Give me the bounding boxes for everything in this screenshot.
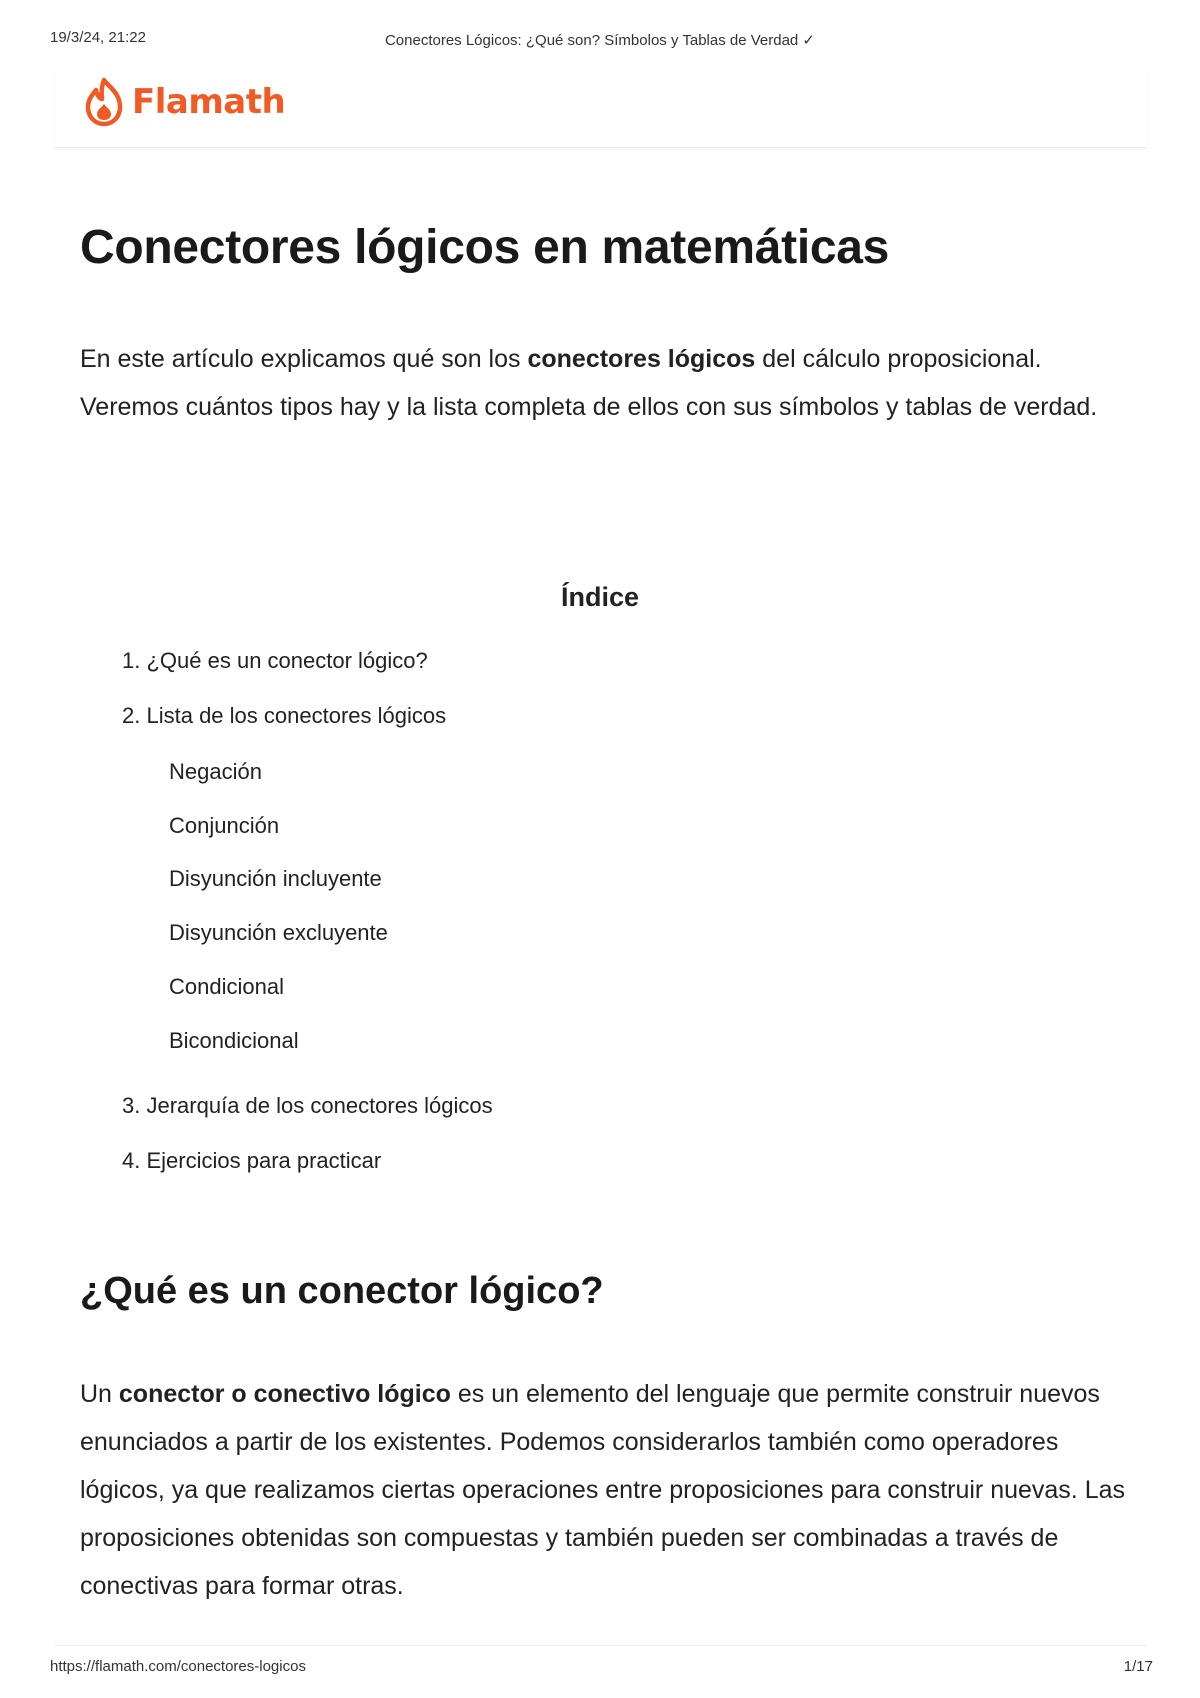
print-page-title: Conectores Lógicos: ¿Qué son? Símbolos y Tablas de Verdad ✓ [384, 32, 816, 49]
intro-text: En este artículo explicamos qué son los [80, 345, 528, 373]
toc-item[interactable] [122, 1093, 493, 1119]
print-url: https://flamath.com/conectores-logicos [50, 1658, 306, 1675]
section-heading: ¿Qué es un conector lógico? [80, 1270, 604, 1312]
toc-item-number: 3. [122, 1093, 141, 1118]
intro-text-rest: del cálculo proposicional. Veremos cuántos tipos hay y la lista completa de ellos con sus símbolos y tablas de verdad. [80, 345, 1098, 421]
toc-item-number: 1. [122, 648, 141, 673]
intro-paragraph [80, 335, 1130, 431]
divider [55, 1645, 1147, 1646]
site-header [55, 67, 1147, 148]
toc-item-number: 2. [122, 703, 141, 728]
flame-icon [82, 77, 126, 127]
paragraph-text-rest: es un elemento del lenguaje que permite construir nuevos enunciados a partir de los existentes. Podemos considerarlos también como operadores lógicos, ya que realizamos ciertas operaciones entre proposiciones para construir nuevas. Las proposiciones obtenidas son compuestas y también pueden ser combinadas a través de conectivas para formar otras. [80, 1380, 1126, 1600]
toc-item[interactable] [122, 703, 446, 729]
toc-subitem[interactable]: Disyunción incluyente [169, 866, 382, 891]
toc-subitem[interactable]: Disyunción excluyente [169, 920, 388, 945]
toc-item-label: Lista de los conectores lógicos [146, 703, 447, 728]
page-title: Conectores lógicos en matemáticas [80, 221, 890, 274]
toc-subitem[interactable]: Conjunción [169, 813, 280, 838]
paragraph-bold-term: conector o conectivo lógico [118, 1380, 451, 1408]
paragraph-text: Un [80, 1380, 119, 1408]
brand-name: Flamath [132, 82, 286, 122]
toc-item-label: ¿Qué es un conector lógico? [146, 648, 428, 673]
toc-item[interactable] [122, 1148, 381, 1174]
site-logo-link[interactable] [82, 77, 285, 127]
intro-bold-term: conectores lógicos [527, 345, 756, 373]
section-paragraph [80, 1370, 1140, 1610]
print-date: 19/3/24, 21:22 [50, 29, 146, 46]
toc-item-number: 4. [122, 1148, 141, 1173]
toc-subitem[interactable]: Bicondicional [169, 1028, 299, 1053]
toc-item[interactable] [122, 648, 428, 674]
toc-subitem[interactable]: Condicional [169, 974, 284, 999]
toc-item-label: Jerarquía de los conectores lógicos [146, 1093, 493, 1118]
print-page-number: 1/17 [1123, 1658, 1153, 1675]
toc-item-label: Ejercicios para practicar [146, 1148, 382, 1173]
toc-subitem[interactable]: Negación [169, 759, 262, 784]
toc-title: Índice [560, 582, 640, 612]
